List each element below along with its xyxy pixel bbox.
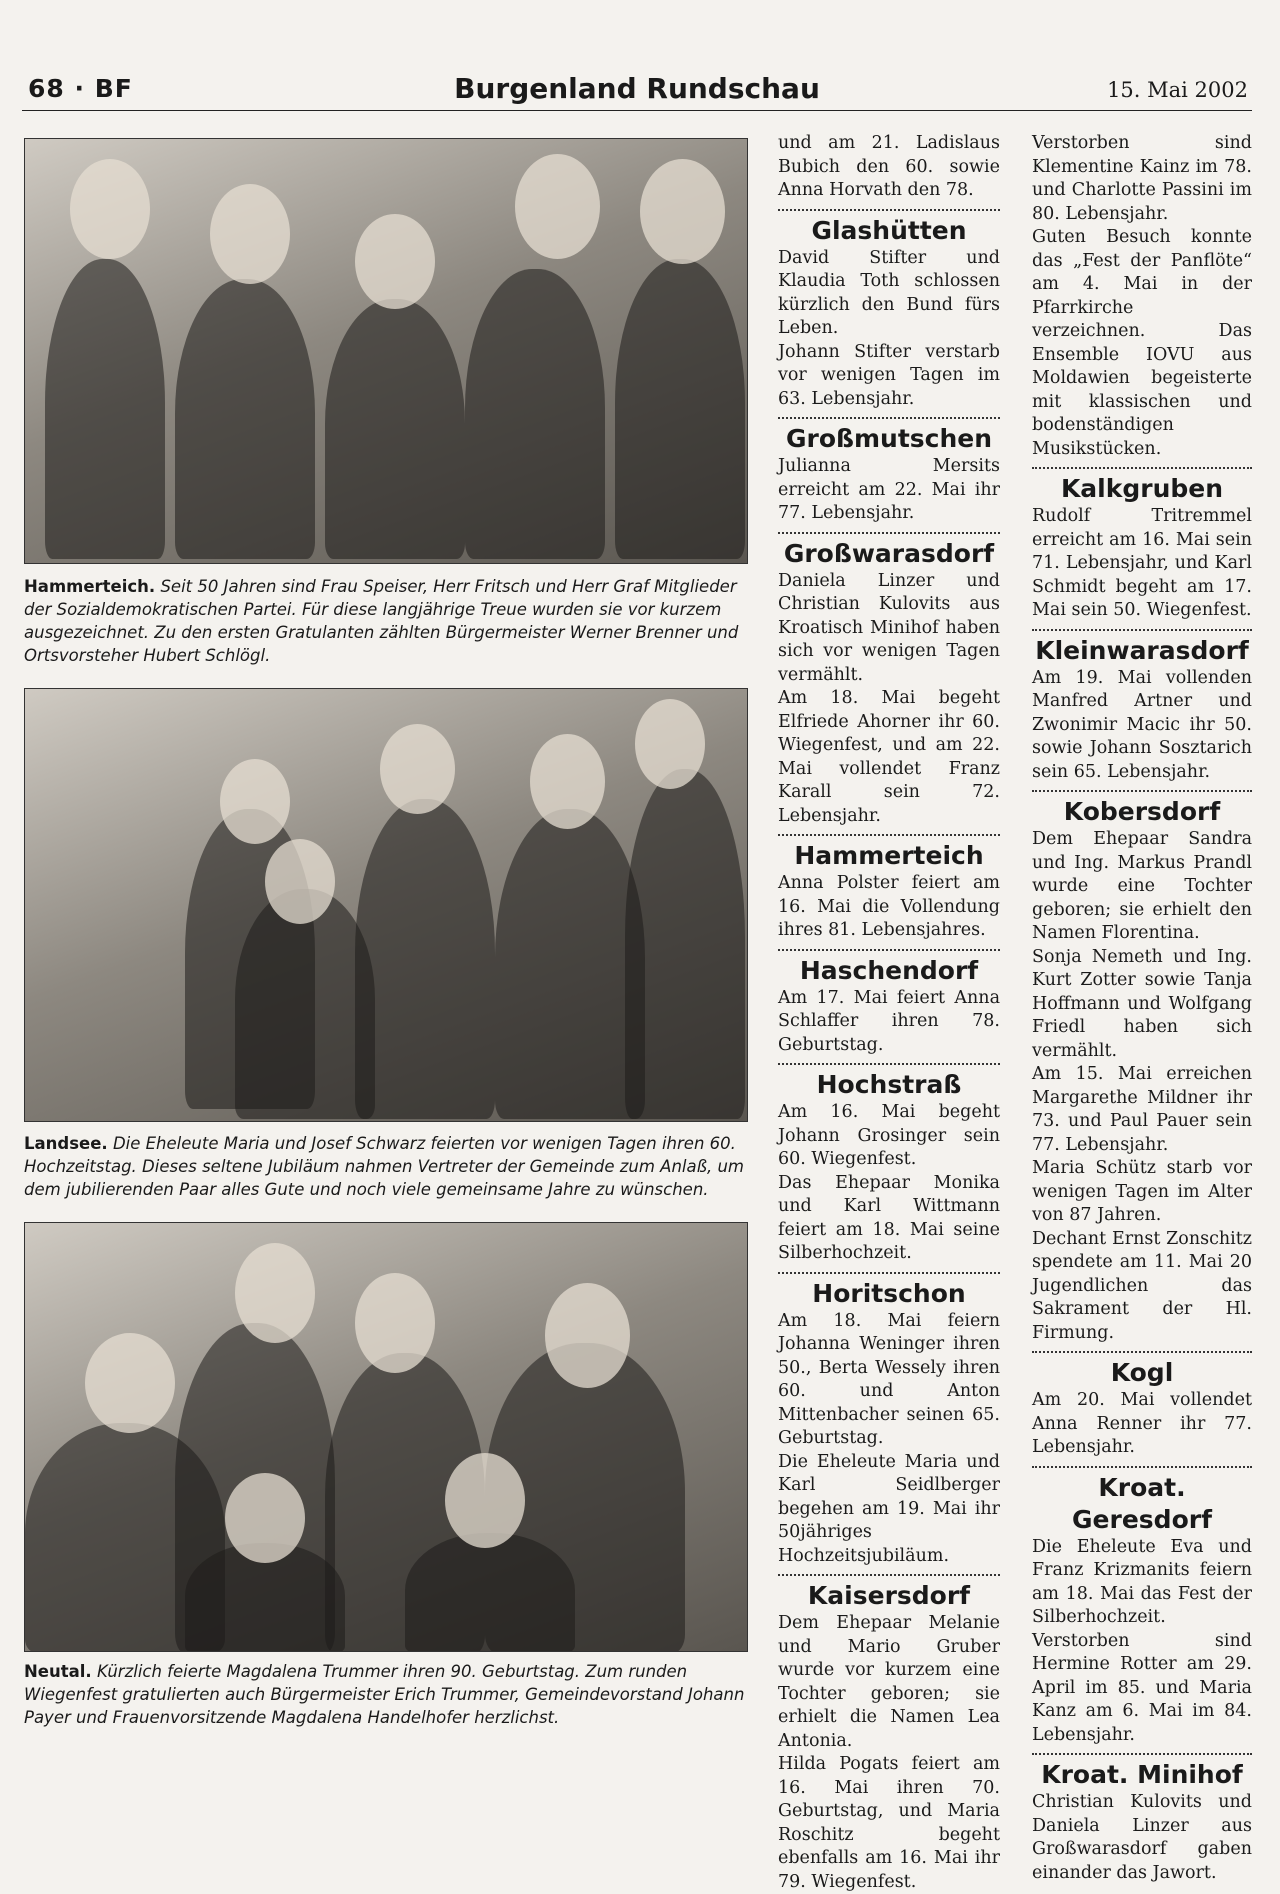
news-paragraph: Am 18. Mai feiern Johanna Weninger ihren 50., Berta Wessely ihren 60. und Anton Mittenbacher seinen 65. Geburtstag. xyxy=(778,1310,1000,1451)
news-paragraph: Rudolf Tritremmel erreicht am 16. Mai sein 71. Lebensjahr, und Karl Schmidt begeht am 17. Mai sein 50. Wiegenfest. xyxy=(1032,505,1252,623)
article-continuation: Verstorben sind Klementine Kainz im 78. und Charlotte Passini im 80. Lebensjahr. xyxy=(1032,132,1252,226)
dotted-separator xyxy=(1032,1351,1252,1353)
news-paragraph: Die Eheleute Maria und Karl Seidlberger begehen am 19. Mai ihr 50jähriges Hochzeitsjubiläum. xyxy=(778,1451,1000,1569)
text-column-2 xyxy=(1032,132,1252,1885)
photo-neutal xyxy=(24,1222,748,1652)
place-heading: Kroat. Minihof xyxy=(1032,1759,1252,1791)
news-paragraph: Dem Ehepaar Sandra und Ing. Markus Prandl wurde eine Tochter geboren; sie erhielt den Namen Florentina. xyxy=(1032,828,1252,946)
news-paragraph: David Stifter und Klaudia Toth schlossen kürzlich den Bund fürs Leben. xyxy=(778,247,1000,341)
news-paragraph: Am 17. Mai feiert Anna Schlaffer ihren 78. Geburtstag. xyxy=(778,987,1000,1058)
place-heading: Großwarasdorf xyxy=(778,538,1000,570)
news-paragraph: Die Eheleute Eva und Franz Krizmanits feiern am 18. Mai das Fest der Silberhochzeit. xyxy=(1032,1536,1252,1630)
place-heading: Hochstraß xyxy=(778,1069,1000,1101)
caption-place: Landsee. xyxy=(24,1134,108,1153)
article-continuation: Guten Besuch konnte das „Fest der Panflöte“ am 4. Mai in der Pfarrkirche verzeichnen. Das Ensemble IOVU aus Moldawien begeisterte mit klassischen und bodenständigen Musikstücken. xyxy=(1032,226,1252,461)
news-paragraph: Dechant Ernst Zonschitz spendete am 11. Mai 20 Jugendlichen das Sakrament der Hl. Firmung. xyxy=(1032,1228,1252,1346)
dotted-separator xyxy=(778,1272,1000,1274)
caption-place: Neutal. xyxy=(24,1662,92,1681)
news-paragraph: Christian Kulovits und Daniela Linzer aus Großwarasdorf gaben einander das Jawort. xyxy=(1032,1791,1252,1885)
place-heading: Kaisersdorf xyxy=(778,1580,1000,1612)
place-heading: Haschendorf xyxy=(778,955,1000,987)
article-continuation: und am 21. Ladislaus Bubich den 60. sowie Anna Horvath den 78. xyxy=(778,132,1000,203)
place-heading: Kogl xyxy=(1032,1357,1252,1389)
caption-text: Kürzlich feierte Magdalena Trummer ihren 90. Geburtstag. Zum runden Wiegenfest gratulierten auch Bürgermeister Erich Trummer, Gemeindevorstand Johann Payer und Frauenvorsitzende Magdalena Handelhofer herzlichst. xyxy=(24,1662,744,1727)
place-heading: Glashütten xyxy=(778,215,1000,247)
caption-text: Die Eheleute Maria und Josef Schwarz feierten vor wenigen Tagen ihren 60. Hochzeitstag. Dieses seltene Jubiläum nahmen Vertreter der Gemeinde zum Anlaß, um dem jubilierenden Paar alles Gute und noch viele gemeinsame Jahre zu wünschen. xyxy=(24,1134,744,1199)
dotted-separator xyxy=(778,532,1000,534)
dotted-separator xyxy=(1032,1753,1252,1755)
photo-caption xyxy=(24,1132,746,1201)
news-paragraph: Am 16. Mai begeht Johann Grosinger sein 60. Wiegenfest. xyxy=(778,1101,1000,1172)
photo-caption xyxy=(24,1660,746,1729)
column-2-sections xyxy=(1032,467,1252,1885)
photo-caption xyxy=(24,575,746,667)
place-heading: Kobersdorf xyxy=(1032,796,1252,828)
page-header xyxy=(22,70,1252,111)
newspaper-title: Burgenland Rundschau xyxy=(22,72,1252,105)
news-paragraph: Das Ehepaar Monika und Karl Wittmann feiert am 18. Mai seine Silberhochzeit. xyxy=(778,1172,1000,1266)
dotted-separator xyxy=(1032,629,1252,631)
dotted-separator xyxy=(1032,790,1252,792)
dotted-separator xyxy=(778,1063,1000,1065)
caption-place: Hammerteich. xyxy=(24,577,155,596)
news-paragraph: Verstorben sind Hermine Rotter am 29. April im 85. und Maria Kanz am 6. Mai im 84. Lebensjahr. xyxy=(1032,1630,1252,1748)
text-column-1 xyxy=(778,132,1000,1894)
page-number: 68 · BF xyxy=(28,74,133,103)
dotted-separator xyxy=(1032,467,1252,469)
photo-hammerteich xyxy=(24,138,748,564)
news-paragraph: Hilda Pogats feiert am 16. Mai ihren 70. Geburtstag, und Maria Roschitz begeht ebenfalls am 16. Mai ihr 79. Wiegenfest. xyxy=(778,1753,1000,1894)
column-1-sections xyxy=(778,209,1000,1894)
news-paragraph: Sonja Nemeth und Ing. Kurt Zotter sowie Tanja Hoffmann und Wolfgang Friedl haben sich vermählt. xyxy=(1032,946,1252,1064)
news-paragraph: Daniela Linzer und Christian Kulovits aus Kroatisch Minihof haben sich vor wenigen Tagen vermählt. xyxy=(778,570,1000,688)
news-paragraph: Am 15. Mai erreichen Margarethe Mildner ihr 73. und Paul Pauer sein 77. Lebensjahr. xyxy=(1032,1063,1252,1157)
dotted-separator xyxy=(778,834,1000,836)
issue-date: 15. Mai 2002 xyxy=(1107,78,1248,102)
place-heading: Hammerteich xyxy=(778,840,1000,872)
place-heading: Großmutschen xyxy=(778,423,1000,455)
news-paragraph: Am 18. Mai begeht Elfriede Ahorner ihr 60. Wiegenfest, und am 22. Mai vollendet Franz Karall sein 72. Lebensjahr. xyxy=(778,687,1000,828)
place-heading: Kalkgruben xyxy=(1032,473,1252,505)
news-paragraph: Am 19. Mai vollenden Manfred Artner und Zwonimir Macic ihr 50. sowie Johann Sosztarich sein 65. Lebensjahr. xyxy=(1032,667,1252,785)
dotted-separator xyxy=(778,1574,1000,1576)
dotted-separator xyxy=(778,417,1000,419)
place-heading: Horitschon xyxy=(778,1278,1000,1310)
place-heading: Kroat. Geresdorf xyxy=(1032,1472,1252,1536)
news-paragraph: Julianna Mersits erreicht am 22. Mai ihr 77. Lebensjahr. xyxy=(778,455,1000,526)
caption-text: Seit 50 Jahren sind Frau Speiser, Herr Fritsch und Herr Graf Mitglieder der Sozialdemokratischen Partei. Für diese langjährige Treue wurden sie vor kurzem ausgezeichnet. Zu den ersten Gratulanten zählten Bürgermeister Werner Brenner und Ortsvorsteher Hubert Schlögl. xyxy=(24,577,738,665)
news-paragraph: Am 20. Mai vollendet Anna Renner ihr 77. Lebensjahr. xyxy=(1032,1389,1252,1460)
photo-landsee xyxy=(24,688,748,1122)
dotted-separator xyxy=(778,949,1000,951)
news-paragraph: Anna Polster feiert am 16. Mai die Vollendung ihres 81. Lebensjahres. xyxy=(778,872,1000,943)
dotted-separator xyxy=(1032,1466,1252,1468)
dotted-separator xyxy=(778,209,1000,211)
place-heading: Kleinwarasdorf xyxy=(1032,635,1252,667)
news-paragraph: Dem Ehepaar Melanie und Mario Gruber wurde vor kurzem eine Tochter geboren; sie erhielt die Namen Lea Antonia. xyxy=(778,1612,1000,1753)
news-paragraph: Maria Schütz starb vor wenigen Tagen im Alter von 87 Jahren. xyxy=(1032,1157,1252,1228)
news-paragraph: Johann Stifter verstarb vor wenigen Tagen im 63. Lebensjahr. xyxy=(778,341,1000,412)
